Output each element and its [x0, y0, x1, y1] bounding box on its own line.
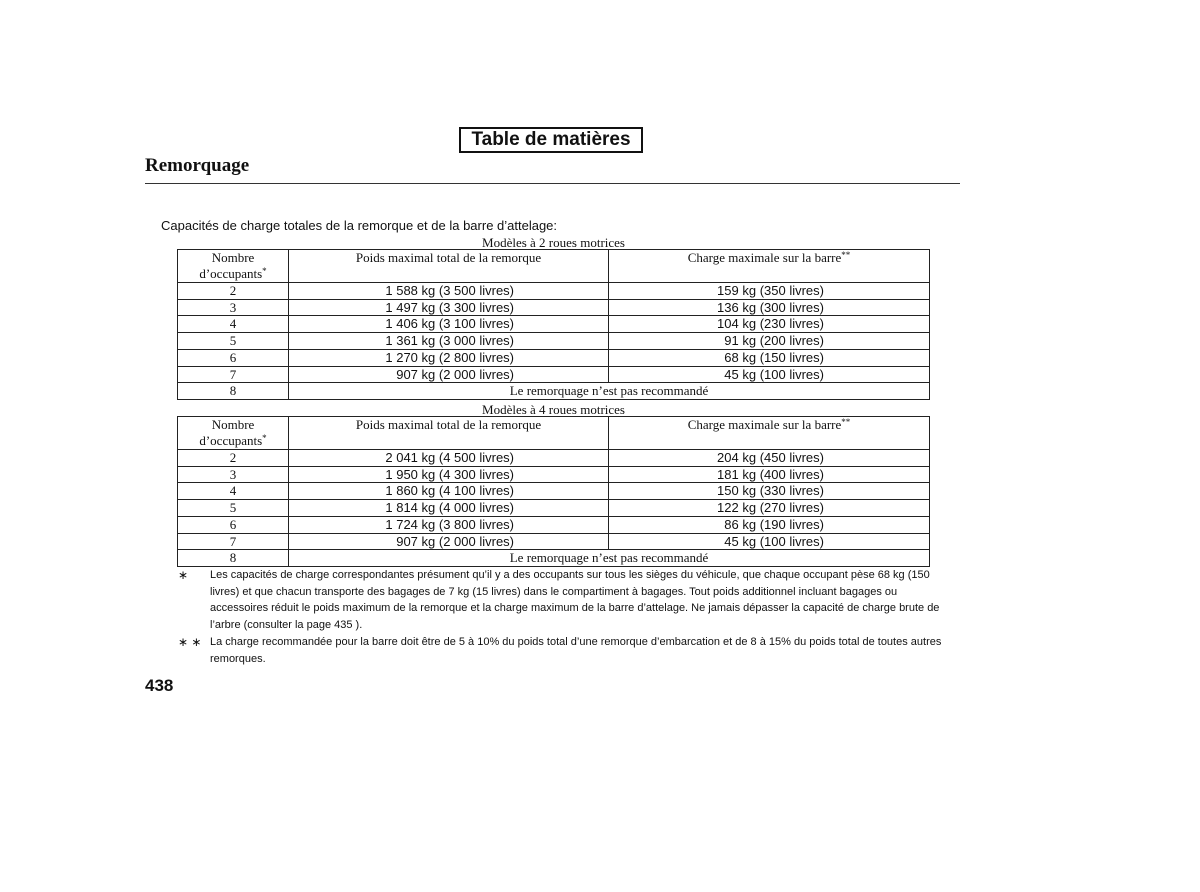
occupants-cell: 3 [178, 299, 289, 316]
trailer-weight-cell: 2 041 kg (4 500 livres) [289, 450, 609, 467]
occupants-cell: 4 [178, 483, 289, 500]
header-occupants [178, 250, 289, 283]
header-tongue-label: Charge maximale sur la barre [687, 417, 842, 432]
table-row [178, 283, 930, 300]
tongue-load-cell: 91 kg (200 livres) [609, 333, 930, 350]
footnote-marker: ** [841, 250, 851, 260]
tongue-load-cell: 45 kg (100 livres) [609, 366, 930, 383]
table-row [178, 533, 930, 550]
occupants-cell: 8 [178, 550, 289, 567]
page-number: 438 [145, 676, 174, 695]
table-row [178, 333, 930, 350]
tongue-load-cell: 159 kg (350 livres) [609, 283, 930, 300]
header-occupants-label: Nombre d’occupants [199, 250, 263, 281]
occupants-cell: 5 [178, 500, 289, 517]
trailer-weight-cell: 1 270 kg (2 800 livres) [289, 349, 609, 366]
occupants-cell: 5 [178, 333, 289, 350]
footnote-1-marker: ∗ [178, 568, 189, 582]
header-trailer-weight: Poids maximal total de la remorque [289, 417, 609, 450]
footnote-1 [178, 567, 948, 633]
intro-text: Capacités de charge totales de la remorque et de la barre d’attelage: [161, 218, 558, 233]
tongue-load-cell: 181 kg (400 livres) [609, 466, 930, 483]
capacity-table-4wd [177, 416, 930, 567]
header-occupants [178, 417, 289, 450]
table-caption-2wd: Modèles à 2 roues motrices [482, 235, 625, 250]
occupants-cell: 6 [178, 349, 289, 366]
tongue-load-cell: 122 kg (270 livres) [609, 500, 930, 517]
trailer-weight-cell: 907 kg (2 000 livres) [289, 533, 609, 550]
table-row [178, 316, 930, 333]
table-row [178, 466, 930, 483]
trailer-weight-cell: 1 497 kg (3 300 livres) [289, 299, 609, 316]
tongue-load-cell: 68 kg (150 livres) [609, 349, 930, 366]
header-tongue-label: Charge maximale sur la barre [687, 250, 842, 265]
footnote-2-text: La charge recommandée pour la barre doit être de 5 à 10% du poids total d’une remorque d’embarcation et de 8 à 15% du poids total de toutes autres remorques. [210, 636, 942, 665]
table-row-not-recommended [178, 550, 930, 567]
footnote-2-marker: ∗ ∗ [178, 635, 202, 649]
table-row-not-recommended [178, 383, 930, 400]
table-of-contents-button[interactable]: Table de matières [459, 127, 643, 153]
header-tongue-load [609, 250, 930, 283]
table-row [178, 483, 930, 500]
tongue-load-cell: 204 kg (450 livres) [609, 450, 930, 467]
occupants-cell: 3 [178, 466, 289, 483]
occupants-cell: 2 [178, 283, 289, 300]
trailer-weight-cell: 907 kg (2 000 livres) [289, 366, 609, 383]
footnote-marker: * [262, 432, 267, 443]
table-row [178, 450, 930, 467]
table-row [178, 349, 930, 366]
tongue-load-cell: 45 kg (100 livres) [609, 533, 930, 550]
header-tongue-load [609, 417, 930, 450]
table-row [178, 500, 930, 517]
occupants-cell: 4 [178, 316, 289, 333]
trailer-weight-cell: 1 814 kg (4 000 livres) [289, 500, 609, 517]
header-occupants-label: Nombre d’occupants [199, 417, 263, 448]
footnote-marker: * [262, 265, 267, 276]
tongue-load-cell: 86 kg (190 livres) [609, 516, 930, 533]
header-trailer-weight: Poids maximal total de la remorque [289, 250, 609, 283]
section-title: Remorquage [145, 155, 250, 176]
trailer-weight-cell: 1 950 kg (4 300 livres) [289, 466, 609, 483]
table-caption-4wd: Modèles à 4 roues motrices [482, 402, 625, 417]
table-row [178, 299, 930, 316]
occupants-cell: 7 [178, 533, 289, 550]
table-row [178, 516, 930, 533]
occupants-cell: 8 [178, 383, 289, 400]
trailer-weight-cell: 1 724 kg (3 800 livres) [289, 516, 609, 533]
tongue-load-cell: 136 kg (300 livres) [609, 299, 930, 316]
not-recommended-cell: Le remorquage n’est pas recommandé [289, 383, 930, 400]
footnote-2 [178, 634, 948, 668]
trailer-weight-cell: 1 860 kg (4 100 livres) [289, 483, 609, 500]
occupants-cell: 7 [178, 366, 289, 383]
table-header-row [178, 250, 930, 283]
not-recommended-cell: Le remorquage n’est pas recommandé [289, 550, 930, 567]
title-divider [145, 183, 960, 184]
occupants-cell: 2 [178, 450, 289, 467]
tongue-load-cell: 150 kg (330 livres) [609, 483, 930, 500]
tongue-load-cell: 104 kg (230 livres) [609, 316, 930, 333]
capacity-table-2wd [177, 249, 930, 400]
trailer-weight-cell: 1 406 kg (3 100 livres) [289, 316, 609, 333]
trailer-weight-cell: 1 361 kg (3 000 livres) [289, 333, 609, 350]
occupants-cell: 6 [178, 516, 289, 533]
trailer-weight-cell: 1 588 kg (3 500 livres) [289, 283, 609, 300]
table-row [178, 366, 930, 383]
footnote-1-text: Les capacités de charge correspondantes présument qu’il y a des occupants sur tous les sièges du véhicule, que chaque occupant pèse 68 kg (150 livres) et que chacun transporte des bagages de 7 kg (15 livres) dans le compartiment à bagages. Tout poids additionnel incluant bagages ou accessoires réduit le poids maximum de la remorque et la charge maximum de la barre d’attelage. Ne jamais dépasser la capacité de charge brute de l’arbre (consulter la page 435 ). [210, 569, 940, 631]
table-header-row [178, 417, 930, 450]
footnote-marker: ** [841, 417, 851, 427]
